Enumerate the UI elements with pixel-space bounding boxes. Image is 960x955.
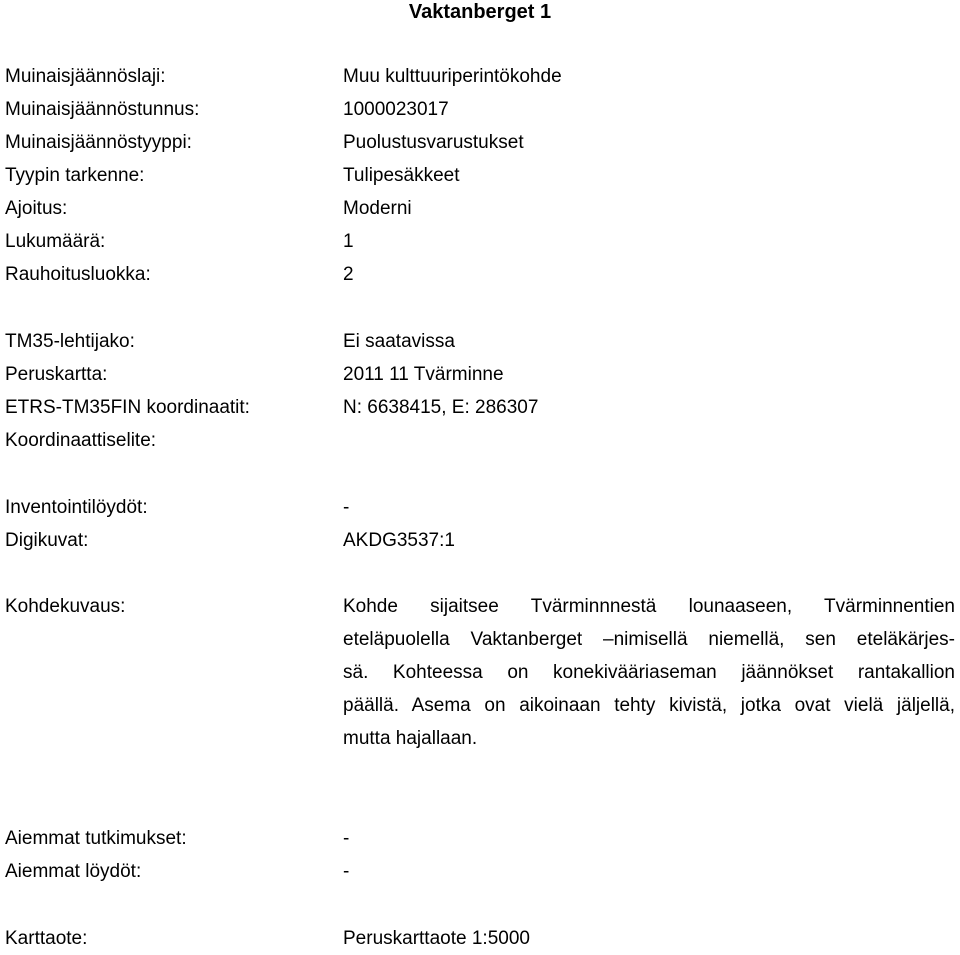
field-value: AKDG3537:1	[343, 530, 455, 551]
field-label: Koordinaattiselite:	[5, 430, 157, 451]
field-row-aiemmat-loydot	[5, 855, 955, 888]
field-row-lukumaara	[5, 225, 955, 258]
field-value: 1000023017	[343, 99, 449, 120]
description-line: päällä. Asema on aikoinaan tehty kivistä, jotka ovat vielä jäljellä,	[343, 695, 955, 716]
field-value: Moderni	[343, 198, 412, 219]
field-label: TM35-lehtijako:	[5, 331, 135, 352]
field-value: Puolustusvarustukset	[343, 132, 524, 153]
field-row-digikuvat	[5, 524, 955, 557]
field-label: Lukumäärä:	[5, 231, 106, 252]
field-row-inventointiloydot	[5, 491, 955, 524]
field-label: Tyypin tarkenne:	[5, 165, 145, 186]
field-row-muinaisjaannoslaji	[5, 60, 955, 93]
field-row-karttaote	[5, 922, 955, 955]
field-row-muinaisjaannostyyppi	[5, 126, 955, 159]
field-value: Peruskarttaote 1:5000	[343, 928, 530, 949]
field-value: Ei saatavissa	[343, 331, 455, 352]
field-label: Rauhoitusluokka:	[5, 264, 151, 285]
field-label: Muinaisjäännöslaji:	[5, 66, 166, 87]
field-row-etrs-koordinaatit	[5, 391, 955, 424]
field-value: 1	[343, 231, 354, 252]
field-label: ETRS-TM35FIN koordinaatit:	[5, 397, 250, 418]
field-label: Karttaote:	[5, 928, 88, 949]
field-value: -	[343, 828, 350, 849]
field-value: 2	[343, 264, 354, 285]
description-line: Kohde sijaitsee Tvärminnnestä lounaaseen, Tvärminnentien	[343, 596, 955, 617]
document-title: Vaktanberget 1	[408, 1, 552, 23]
field-value: -	[343, 861, 350, 882]
field-row-ajoitus	[5, 192, 955, 225]
field-value: -	[343, 497, 350, 518]
field-row-aiemmat-tutkimukset	[5, 822, 955, 855]
field-label: Muinaisjäännöstunnus:	[5, 99, 200, 120]
field-label: Aiemmat tutkimukset:	[5, 828, 187, 849]
description-line: sä. Kohteessa on konekivääriaseman jäännökset rantakallion	[343, 662, 955, 683]
description-line: eteläpuolella Vaktanberget –nimisellä niemellä, sen eteläkärjes-	[343, 629, 955, 650]
field-row-rauhoitusluokka	[5, 258, 955, 291]
field-value: Tulipesäkkeet	[343, 165, 460, 186]
field-label: Aiemmat löydöt:	[5, 861, 142, 882]
field-row-tyypin-tarkenne	[5, 159, 955, 192]
field-label: Peruskartta:	[5, 364, 108, 385]
field-value: 2011 11 Tvärminne	[343, 364, 504, 385]
description-text	[343, 590, 955, 755]
field-label: Digikuvat:	[5, 530, 89, 551]
description-label: Kohdekuvaus:	[5, 596, 126, 617]
field-value: N: 6638415, E: 286307	[343, 397, 539, 418]
field-row-tm35-lehtijako	[5, 325, 955, 358]
description-line: mutta hajallaan.	[343, 728, 478, 749]
field-row-muinaisjaannostunnus	[5, 93, 955, 126]
field-row-koordinaattiselite	[5, 424, 955, 457]
field-row-peruskartta	[5, 358, 955, 391]
field-label: Muinaisjäännöstyyppi:	[5, 132, 192, 153]
field-value: Muu kulttuuriperintökohde	[343, 66, 562, 87]
field-label: Inventointilöydöt:	[5, 497, 148, 518]
field-label: Ajoitus:	[5, 198, 68, 219]
